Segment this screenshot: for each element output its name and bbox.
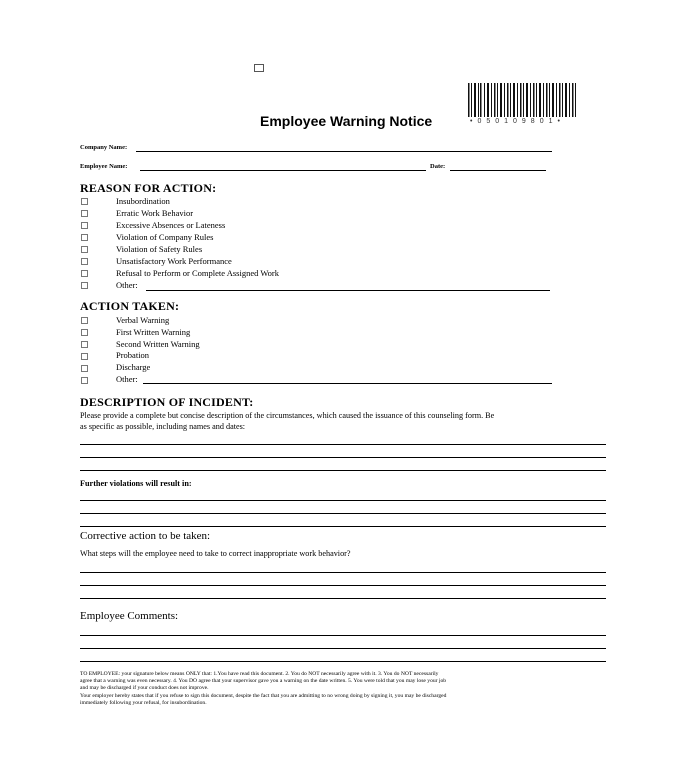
comments-line[interactable] bbox=[80, 648, 606, 649]
reason-checkbox[interactable] bbox=[81, 210, 88, 217]
action-heading: ACTION TAKEN: bbox=[80, 299, 180, 313]
reason-option: Insubordination bbox=[116, 196, 170, 206]
barcode-image bbox=[466, 83, 580, 123]
reason-other-field[interactable] bbox=[146, 290, 550, 291]
incident-line[interactable] bbox=[80, 444, 606, 445]
barcode-number: •050109801• bbox=[470, 118, 565, 125]
reason-checkbox[interactable] bbox=[81, 198, 88, 205]
reason-option: Erratic Work Behavior bbox=[116, 208, 194, 218]
incident-line[interactable] bbox=[80, 470, 606, 471]
notice-line: and may be discharged if your conduct does not improve. bbox=[80, 685, 209, 692]
header-marker-box bbox=[254, 64, 264, 72]
corrective-heading: Corrective action to be taken: bbox=[80, 530, 211, 542]
further-line[interactable] bbox=[80, 513, 606, 514]
reason-checkbox[interactable] bbox=[81, 222, 88, 229]
corrective-line[interactable] bbox=[80, 585, 606, 586]
employee-notice bbox=[80, 671, 610, 707]
reason-checkbox[interactable] bbox=[81, 246, 88, 253]
reason-option: Excessive Absences or Lateness bbox=[116, 220, 226, 230]
notice-line: Your employer hereby states that if you refuse to sign this document, despite the fact that you are admitting to no wrong doing by signing it, you may be discharged bbox=[80, 692, 447, 699]
comments-line[interactable] bbox=[80, 661, 606, 662]
notice-line: TO EMPLOYEE: your signature below means ONLY that: 1.You have read this document. 2. You do NOT necessarily agree with it. 3. You do NOT necessarily bbox=[80, 671, 439, 677]
form-title: Employee Warning Notice bbox=[260, 113, 433, 129]
further-line[interactable] bbox=[80, 500, 606, 501]
action-checkbox[interactable] bbox=[81, 329, 88, 336]
reason-heading: REASON FOR ACTION: bbox=[80, 181, 217, 195]
action-checkbox[interactable] bbox=[81, 377, 88, 384]
action-option: Verbal Warning bbox=[116, 315, 170, 325]
reason-option-other: Other: bbox=[116, 280, 138, 290]
action-checkbox[interactable] bbox=[81, 365, 88, 372]
comments-line[interactable] bbox=[80, 635, 606, 636]
action-option-other: Other: bbox=[116, 374, 138, 384]
company-name-field[interactable] bbox=[136, 151, 552, 152]
action-other-field[interactable] bbox=[143, 383, 552, 384]
incident-instructions-line1: Please provide a complete but concise description of the circumstances, which caused the issuance of this counseling form. Be bbox=[80, 411, 495, 420]
date-label: Date: bbox=[430, 163, 446, 170]
corrective-line[interactable] bbox=[80, 572, 606, 573]
action-checkbox[interactable] bbox=[81, 317, 88, 324]
date-field[interactable] bbox=[450, 170, 546, 171]
company-name-label: Company Name: bbox=[80, 144, 128, 151]
action-option: Probation bbox=[116, 350, 150, 360]
reason-checkbox[interactable] bbox=[81, 258, 88, 265]
notice-line: immediately following your refusal, for insubordination. bbox=[80, 699, 207, 706]
employee-comments-heading: Employee Comments: bbox=[80, 610, 179, 622]
reason-option: Violation of Company Rules bbox=[116, 232, 214, 242]
corrective-question: What steps will the employee need to take to correct inappropriate work behavior? bbox=[80, 549, 351, 558]
action-checkbox[interactable] bbox=[81, 353, 88, 360]
reason-checkbox[interactable] bbox=[81, 270, 88, 277]
reason-option: Refusal to Perform or Complete Assigned Work bbox=[116, 268, 279, 278]
reason-checkbox[interactable] bbox=[81, 282, 88, 289]
incident-heading: DESCRIPTION OF INCIDENT: bbox=[80, 395, 254, 409]
action-option: Second Written Warning bbox=[116, 339, 200, 349]
reason-option: Unsatisfactory Work Performance bbox=[116, 256, 232, 266]
reason-option: Violation of Safety Rules bbox=[116, 244, 203, 254]
action-option: Discharge bbox=[116, 362, 151, 372]
incident-instructions-line2: as specific as possible, including names and dates: bbox=[80, 422, 246, 431]
action-checkbox[interactable] bbox=[81, 341, 88, 348]
notice-line: agree that a warning was even necessary. 4. You DO agree that your supervisor gave you a warning on the date written. 5. You were told that you may lose your job bbox=[80, 678, 447, 685]
further-violations-label: Further violations will result in: bbox=[80, 479, 192, 488]
further-line[interactable] bbox=[80, 526, 606, 527]
reason-checkbox[interactable] bbox=[81, 234, 88, 241]
employee-name-field[interactable] bbox=[140, 170, 426, 171]
employee-name-label: Employee Name: bbox=[80, 163, 128, 170]
corrective-line[interactable] bbox=[80, 598, 606, 599]
incident-line[interactable] bbox=[80, 457, 606, 458]
action-option: First Written Warning bbox=[116, 327, 191, 337]
